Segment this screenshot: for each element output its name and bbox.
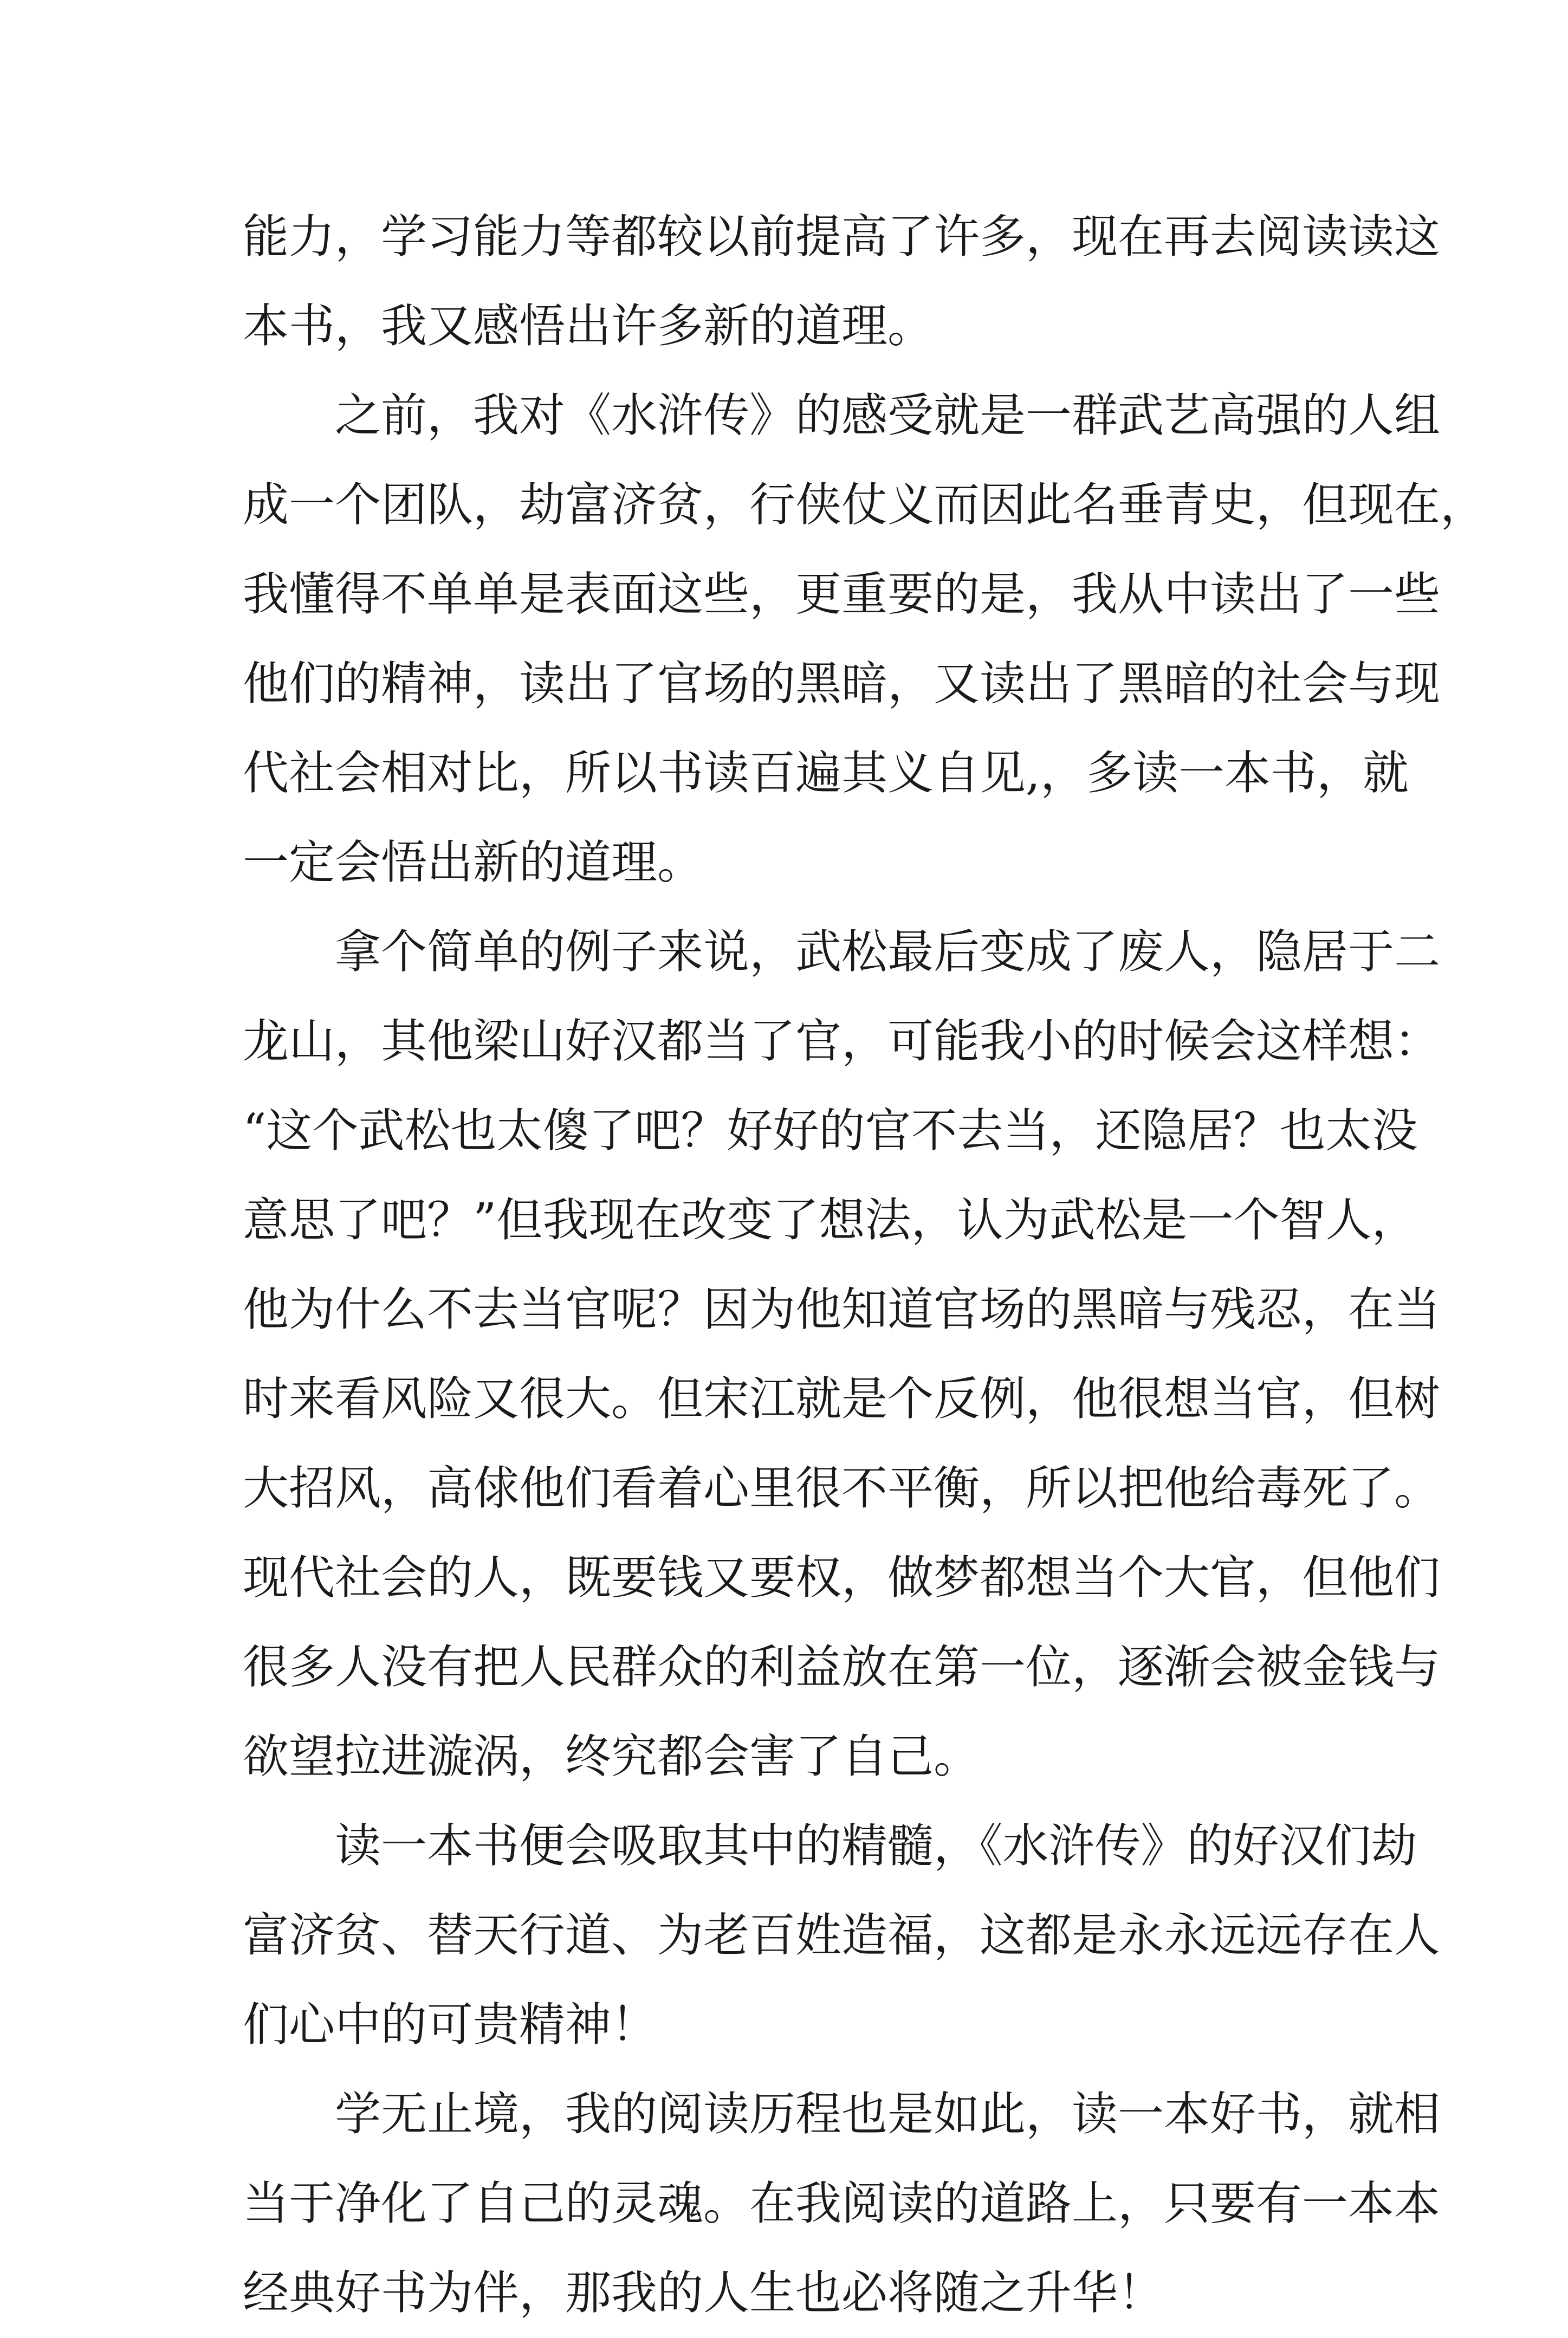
text-line: 之前，我对《水浒传》的感受就是一群武艺高强的人组	[335, 389, 1441, 443]
text-line: 拿个简单的例子来说，武松最后变成了废人，隐居于二	[335, 925, 1441, 979]
text-line: 本书，我又感悟出许多新的道理。	[243, 300, 934, 353]
text-line: 我懂得不单单是表面这些，更重要的是，我从中读出了一些	[243, 568, 1441, 621]
text-line: 代社会相对比，所以书读百遍其义自见,，多读一本书，就	[243, 747, 1409, 800]
text-line: 龙山，其他梁山好汉都当了官，可能我小的时候会这样想：	[243, 1015, 1441, 1068]
text-line: 他为什么不去当官呢？因为他知道官场的黑暗与残忍，在当	[243, 1283, 1441, 1337]
text-line: “这个武松也太傻了吧？好好的官不去当，还隐居？也太没	[243, 1104, 1418, 1158]
text-line: 欲望拉进漩涡，终究都会害了自己。	[243, 1730, 980, 1784]
text-line: 学无止境，我的阅读历程也是如此，读一本好书，就相	[335, 2088, 1441, 2141]
text-line: 当于净化了自己的灵魂。在我阅读的道路上，只要有一本本	[243, 2177, 1441, 2231]
paragraph-2	[243, 371, 1487, 908]
text-line: 他们的精神，读出了官场的黑暗，又读出了黑暗的社会与现	[243, 657, 1441, 711]
text-line: 时来看风险又很大。但宋江就是个反例，他很想当官，但树	[243, 1372, 1441, 1426]
text-line: 们心中的可贵精神！	[243, 1998, 658, 2052]
paragraph-3	[243, 908, 1441, 1802]
paragraph-5	[243, 2070, 1441, 2338]
text-line: 成一个团队，劫富济贫，行侠仗义而因此名垂青史，但现在，	[243, 478, 1487, 532]
text-line: 一定会悟出新的道理。	[243, 836, 704, 890]
text-line: 现代社会的人，既要钱又要权，做梦都想当个大官，但他们	[243, 1551, 1441, 1605]
text-line: 大招风，高俅他们看着心里很不平衡，所以把他给毒死了。	[243, 1462, 1441, 1516]
text-line: 读一本书便会吸取其中的精髓，《水浒传》的好汉们劫	[335, 1819, 1417, 1873]
text-line: 富济贫、替天行道、为老百姓造福，这都是永永远远存在人	[243, 1909, 1441, 1963]
text-line: 能力，学习能力等都较以前提高了许多，现在再去阅读读这	[243, 210, 1441, 264]
text-line: 经典好书为伴，那我的人生也必将随之升华！	[243, 2266, 1164, 2320]
essay-body	[243, 192, 1487, 2338]
paragraph-4	[243, 1802, 1441, 2070]
text-line: 很多人没有把人民群众的利益放在第一位，逐渐会被金钱与	[243, 1641, 1441, 1694]
text-line: 意思了吧？”但我现在改变了想法，认为武松是一个智人，	[243, 1194, 1418, 1247]
paragraph-1	[243, 192, 1441, 371]
